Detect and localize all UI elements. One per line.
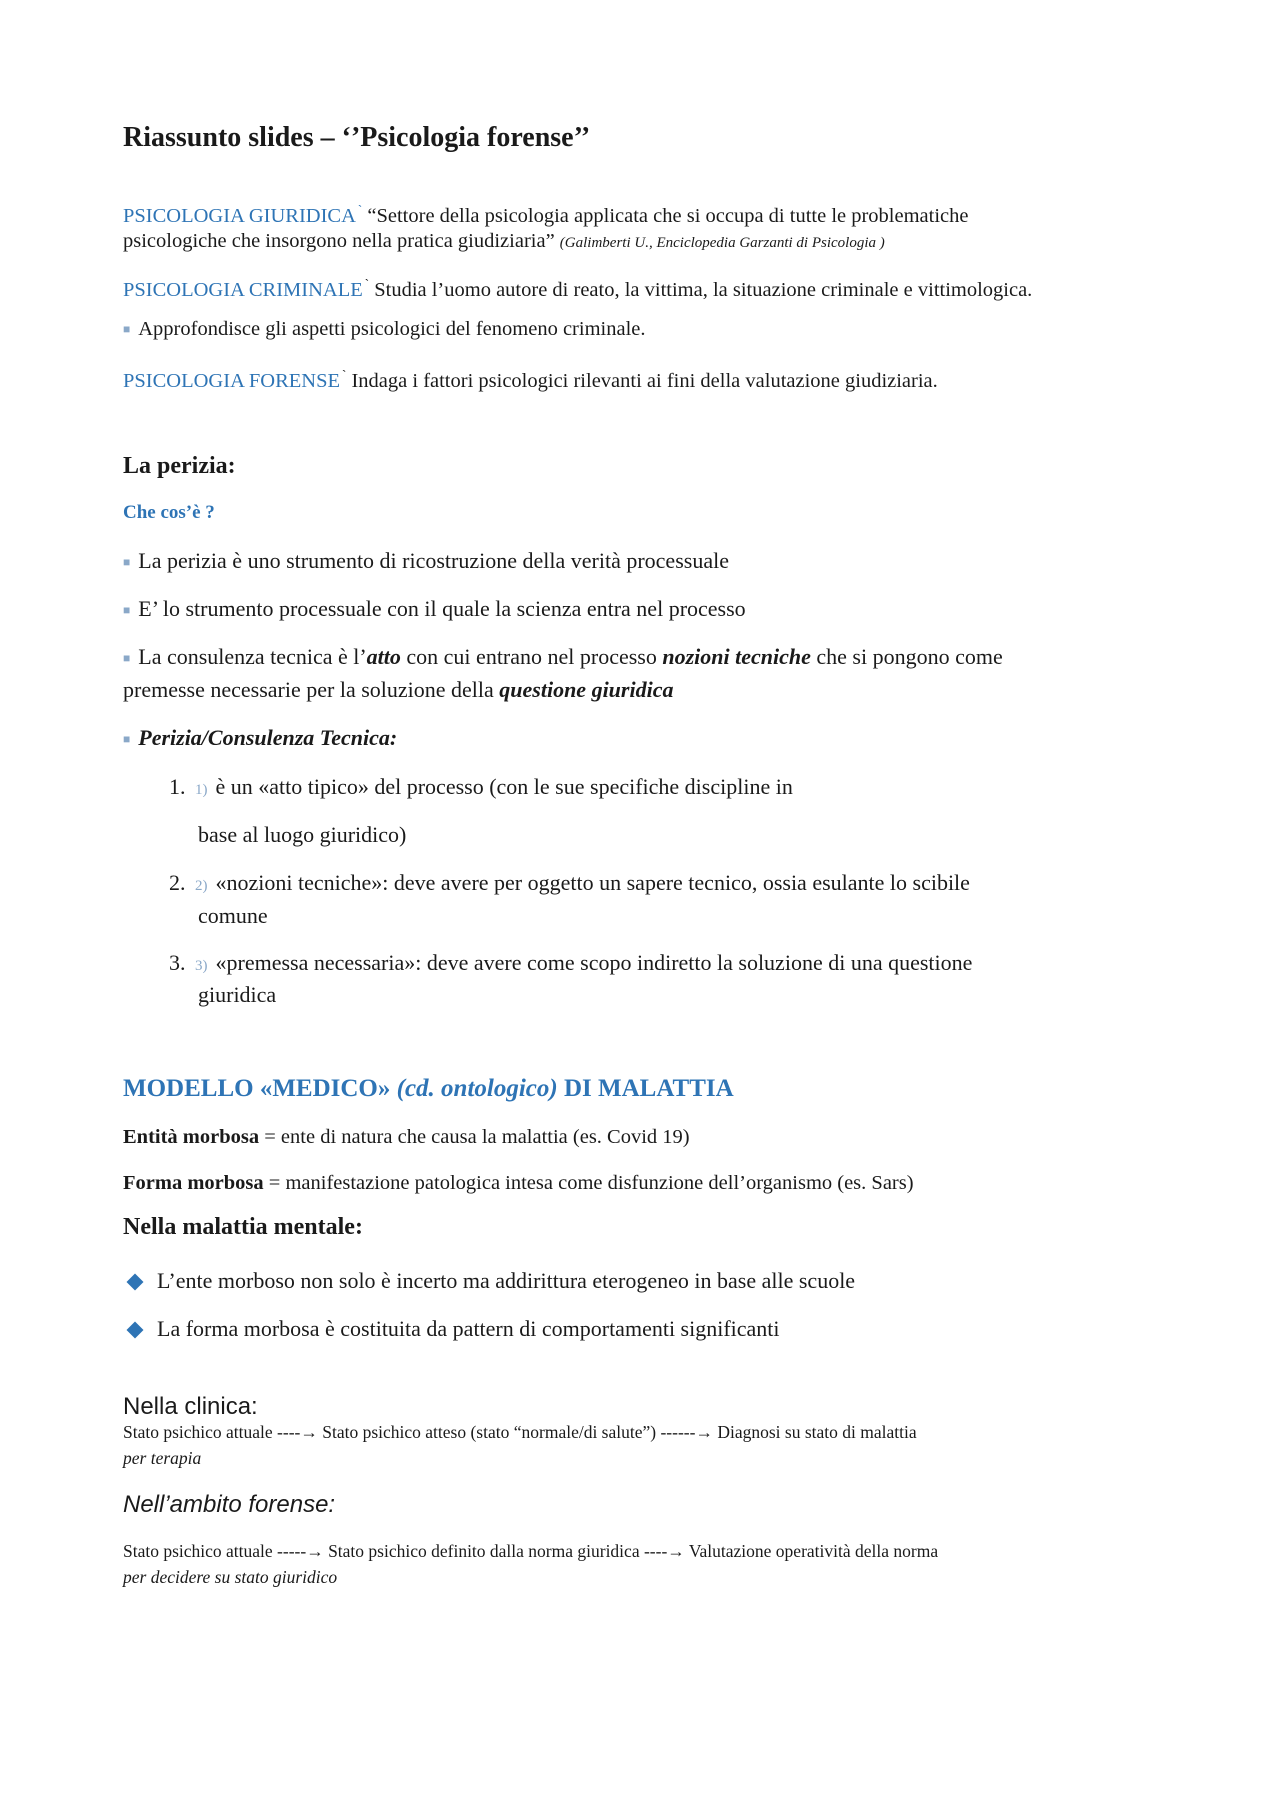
square-bullet-icon: ■: [123, 322, 131, 336]
square-bullet-icon: ■: [123, 603, 131, 617]
def-giuridica-text: “Settore della psicologia applicata che si occupa di tutte le problematiche: [367, 204, 969, 227]
list-item-3: 3. 3) «premessa necessaria»: deve avere come scopo indiretto la soluzione di una questione: [169, 950, 973, 975]
square-bullet-icon: ■: [123, 555, 131, 569]
def-forense-label: PSICOLOGIA FORENSE: [123, 369, 340, 392]
list-item-2-cont: comune: [198, 903, 268, 928]
clinica-flow: Stato psichico attuale ----→ Stato psichico atteso (stato “normale/di salute”) ------→ Diagnosi su stato di malattia: [123, 1422, 917, 1442]
clinica-note: per terapia: [123, 1448, 202, 1468]
square-bullet-icon: ■: [123, 651, 131, 665]
square-bullet-icon: ■: [123, 732, 131, 746]
perizia-subheading: Che cos’è ?: [123, 502, 215, 523]
forense-flow: Stato psichico attuale -----→ Stato psichico definito dalla norma giuridica ----→ Valutazione operatività della norma: [123, 1541, 939, 1561]
def-criminale-text: Studia l’uomo autore di reato, la vittima, la situazione criminale e vittimologica.: [374, 278, 1033, 301]
def-criminale-label: PSICOLOGIA CRIMINALE: [123, 278, 363, 301]
def-giuridica-citation: (Galimberti U., Enciclopedia Garzanti di Psicologia ): [559, 235, 885, 251]
def-forense: PSICOLOGIA FORENSE ` Indaga i fattori psicologici rilevanti ai fini della valutazione giudiziaria.: [123, 367, 938, 392]
clinica-heading: Nella clinica:: [123, 1393, 258, 1420]
list-item-2: 2. 2) «nozioni tecniche»: deve avere per oggetto un sapere tecnico, ossia esulante lo scibile: [169, 870, 970, 895]
list-item-3-cont: giuridica: [198, 982, 277, 1007]
page-title: Riassunto slides – ‘’Psicologia forense’’: [123, 122, 591, 153]
diamond-item-1: L’ente morboso non solo è incerto ma addirittura eterogeneo in base alle scuole: [123, 1265, 855, 1297]
perizia-bullet-4: ■ Perizia/Consulenza Tecnica:: [123, 725, 398, 750]
perizia-bullet-2: ■ E’ lo strumento processuale con il quale la scienza entra nel processo: [123, 596, 746, 621]
diamond-item-2: La forma morbosa è costituita da pattern di comportamenti significanti: [123, 1313, 780, 1345]
diamond-bullet-icon: [127, 1273, 144, 1290]
forense-note: per decidere su stato giuridico: [123, 1567, 338, 1587]
def-giuridica-text-2: psicologiche che insorgono nella pratica giudiziaria”: [123, 230, 555, 252]
diamond-bullet-icon: [127, 1321, 144, 1338]
def-forense-text: Indaga i fattori psicologici rilevanti ai fini della valutazione giudiziaria.: [351, 369, 938, 392]
malattia-mentale-heading: Nella malattia mentale:: [123, 1214, 363, 1240]
perizia-bullet-3: ■ La consulenza tecnica è l’atto con cui entrano nel processo nozioni tecniche che si pongono come: [123, 644, 1003, 669]
entita-morbosa: Entità morbosa = ente di natura che causa la malattia (es. Covid 19): [123, 1126, 690, 1148]
perizia-bullet-3-cont: premesse necessarie per la soluzione della questione giuridica: [123, 677, 674, 702]
list-item-1: 1. 1) è un «atto tipico» del processo (con le sue specifiche discipline in: [169, 774, 793, 799]
def-giuridica-line1: PSICOLOGIA GIURIDICA ` “Settore della psicologia applicata che si occupa di tutte le problematiche: [123, 202, 969, 227]
def-criminale-bullet: ■ Approfondisce gli aspetti psicologici del fenomeno criminale.: [123, 318, 646, 340]
modello-heading: MODELLO «MEDICO» (cd. ontologico) DI MALATTIA: [123, 1075, 734, 1102]
def-criminale: PSICOLOGIA CRIMINALE ` Studia l’uomo autore di reato, la vittima, la situazione criminale e vittimologica.: [123, 276, 1033, 301]
perizia-heading: La perizia:: [123, 453, 236, 479]
forma-morbosa: Forma morbosa = manifestazione patologica intesa come disfunzione dell’organismo (es. Sars): [123, 1172, 914, 1194]
perizia-bullet-1: ■ La perizia è uno strumento di ricostruzione della verità processuale: [123, 548, 729, 573]
def-giuridica-label: PSICOLOGIA GIURIDICA: [123, 204, 356, 227]
forense-heading: Nell’ambito forense:: [123, 1491, 336, 1518]
list-item-1-cont: base al luogo giuridico): [198, 822, 407, 847]
def-giuridica-line2: [123, 225, 885, 259]
